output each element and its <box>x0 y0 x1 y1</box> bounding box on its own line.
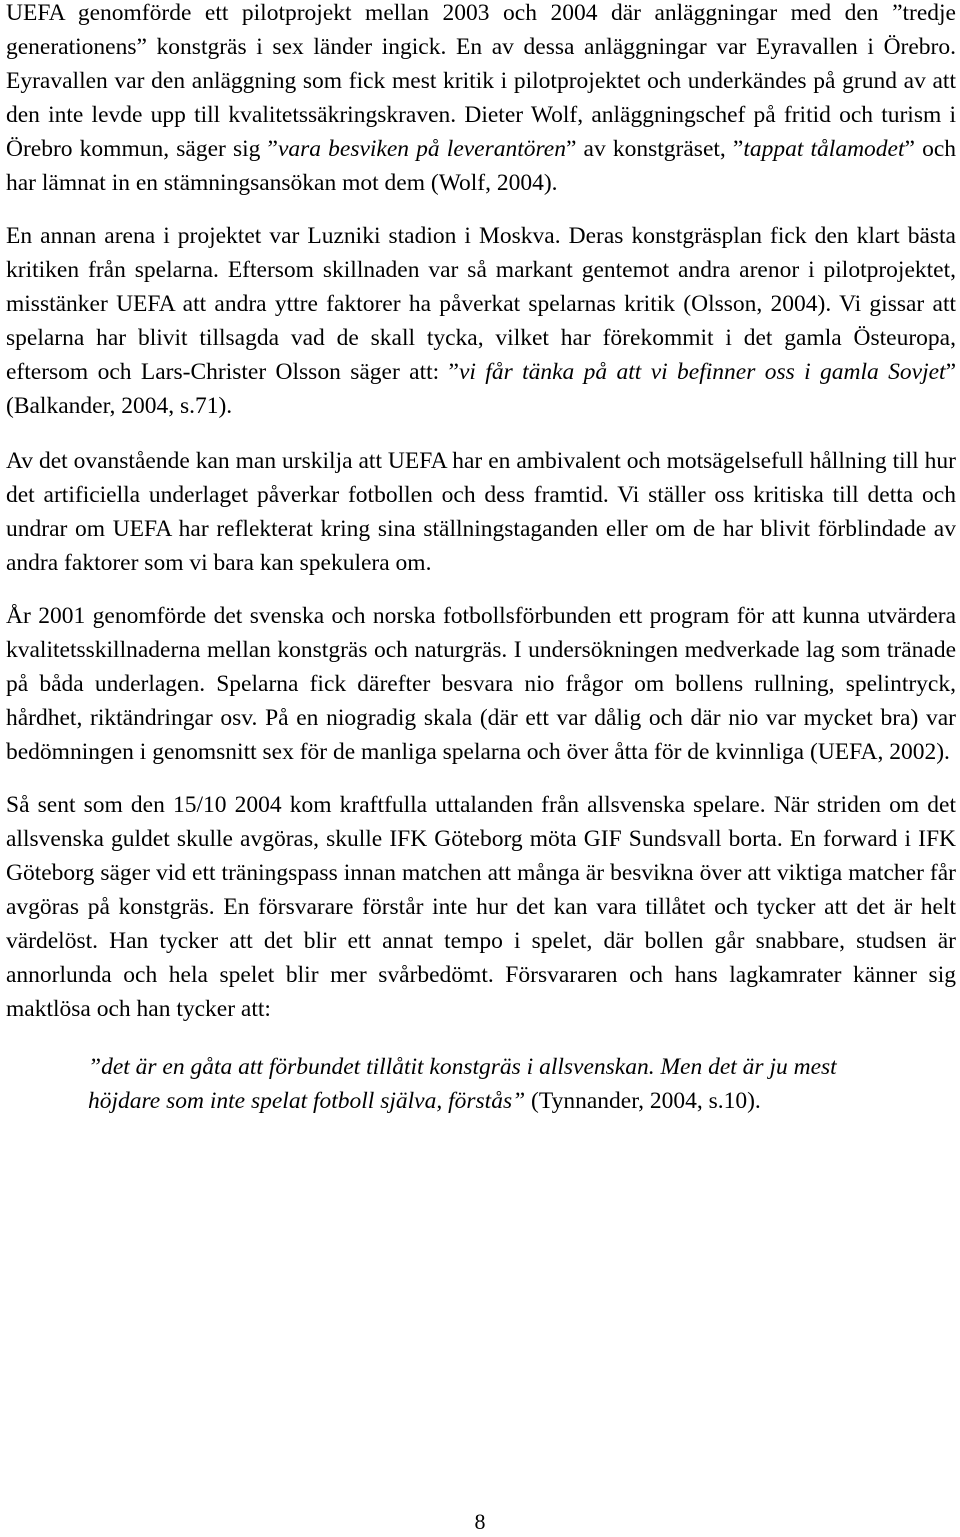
document-page <box>6 0 956 1118</box>
paragraph-allsvenska-players: Så sent som den 15/10 2004 kom kraftfulla uttalanden från allsvenska spelare. När striden om det allsvenska guldet skulle avgöras, skulle IFK Göteborg möta GIF Sundsvall borta. En forward i IFK Göteborg säger vid ett träningspass innan matchen att många är besvikna över att viktiga matcher får avgöras på konstgräs. En försvarare förstår inte hur det kan vara tillåtet och tycker att det är helt värdelöst. Han tycker att det blir ett annat tempo i spelet, där bollen går snabbare, studsen är annorlunda och hela spelet blir mer svårbedömt. Försvararen och hans lagkamrater känner sig maktlösa och han tycker att: <box>6 792 956 1022</box>
block-quote <box>88 1050 878 1118</box>
paragraph-uefa-pilot-project <box>6 0 956 200</box>
block-quote-text: ”det är en gåta att förbundet tillåtit konstgräs i allsvenskan. Men det är ju mest höjdare som inte spelat fotboll själva, förstås” <box>88 1054 837 1114</box>
paragraph-text: ” och har lämnat in en stämningsansökan mot dem (Wolf, 2004). <box>6 136 957 196</box>
paragraph-text: En annan arena i projektet var Luzniki stadion i Moskva. Deras konstgräsplan fick den klart bästa kritiken från spelarna. Eftersom skillnaden var så markant gentemot andra arenor i pilotprojektet, misstänker UEFA att andra yttre faktorer ha påverkat spelarnas kritik (Olsson, 2004). Vi gissar att spelarna har blivit tillsagda vad de skall tycka, vilket har förekommit i det gamla Östeuropa, eftersom och Lars-Christer Olsson säger att: ” <box>6 223 956 385</box>
emphasis-quote: vara besviken på leverantören <box>277 136 566 162</box>
paragraph-text: UEFA genomförde ett pilotprojekt mellan 2003 och 2004 där anläggningar med den ”tredje generationens” konstgräs i sex länder ingick. En av dessa anläggningar var Eyravallen i Örebro. Eyravallen var den anläggning som fick mest kritik i pilotprojektet och underkändes på grund av att den inte levde upp till kvalitetssäkringskraven. Dieter Wolf, anläggningschef på fritid och turism i Örebro kommun, säger sig ” <box>6 0 956 162</box>
page-number: 8 <box>474 1509 486 1534</box>
paragraph-text: ” (Balkander, 2004, s.71). <box>6 359 956 419</box>
paragraph-uefa-ambivalence: Av det ovanstående kan man urskilja att UEFA har en ambivalent och motsägelsefull hållning till hur det artificiella underlaget påverkar fotbollen och dess framtid. Vi ställer oss kritiska till detta och undrar om UEFA har reflekterat kring sina ställningstaganden eller om de har blivit förblindade av andra faktorer som vi bara kan spekulera om. <box>6 448 956 576</box>
paragraph-luzniki-stadium <box>6 219 956 423</box>
paragraph-text: ” av konstgräset, ” <box>566 136 744 162</box>
emphasis-quote: tappat tålamodet <box>743 136 905 162</box>
emphasis-quote: vi får tänka på att vi befinner oss i gamla Sovjet <box>458 359 946 385</box>
block-quote-citation: (Tynnander, 2004, s.10). <box>525 1088 761 1114</box>
paragraph-2001-evaluation: År 2001 genomförde det svenska och norska fotbollsförbunden ett program för att kunna utvärdera kvalitetsskillnaderna mellan konstgräs och naturgräs. I undersökningen medverkade lag som tränade på båda underlagen. Spelarna fick därefter besvara nio frågor om bollens rullning, spelintryck, hårdhet, riktändringar osv. På en niogradig skala (där ett var dålig och där nio var mycket bra) var bedömningen i genomsnitt sex för de manliga spelarna och över åtta för de kvinnliga (UEFA, 2002). <box>6 603 956 765</box>
